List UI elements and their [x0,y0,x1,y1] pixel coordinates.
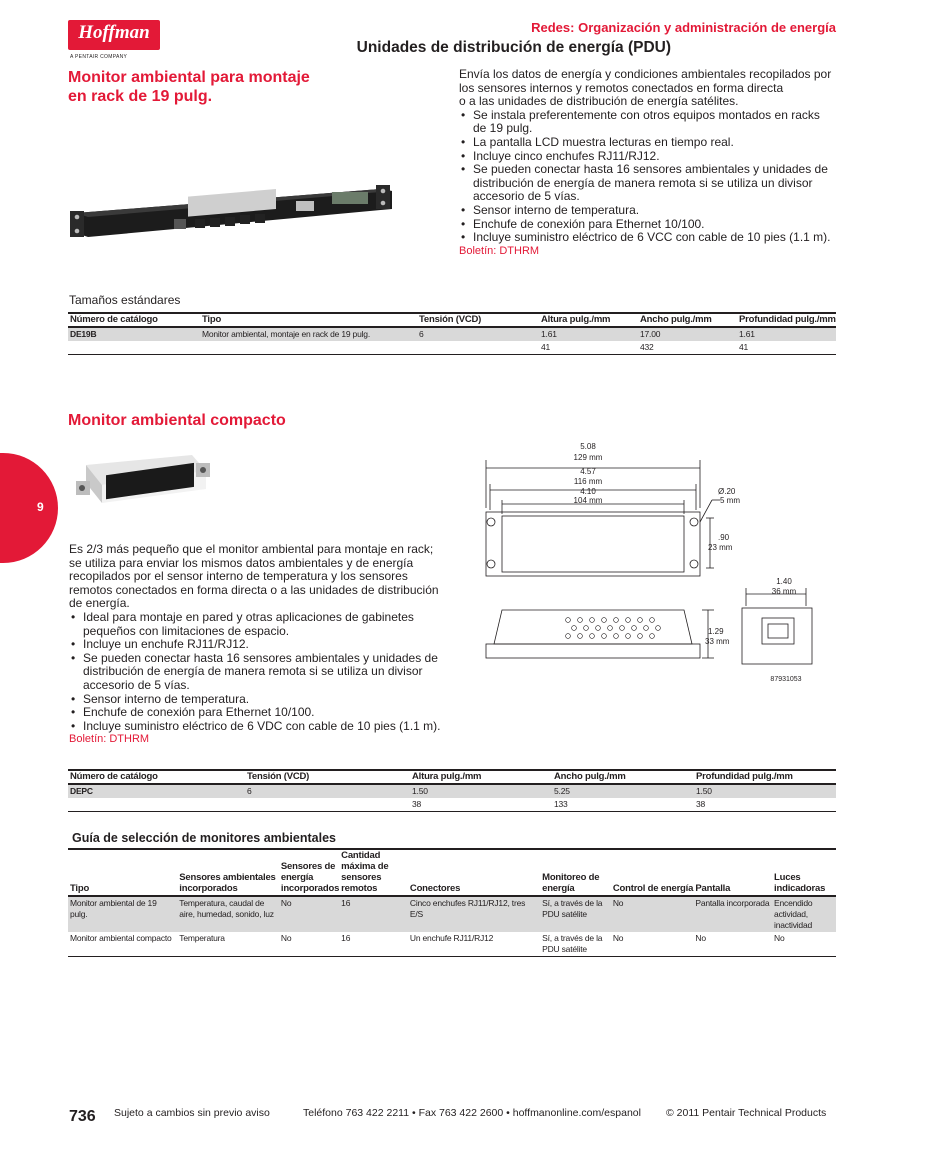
column-header: Conectores [409,883,461,894]
table-cell: 16 [341,898,351,908]
column-header: Tensión (VCD) [419,314,482,325]
table-cell: DEPC [70,786,93,796]
feature-bullet [69,720,459,734]
column-header: Profundidad pulg./mm [696,771,793,782]
dim2-in: 4.57 [580,467,596,476]
table-cell: No [280,933,292,943]
feature-bullet-text: de 19 pulg. [473,121,533,136]
feature-bullet-text: • Ideal para montaje en pared y otras aplicaciones de gabinetes [83,609,414,624]
column-header: Número de catálogo [70,314,158,325]
footer-notice: Sujeto a cambios sin previo aviso [114,1107,270,1119]
column-header: Altura pulg./mm [412,771,482,782]
front-height-mm: 33 mm [705,637,730,646]
table-cell: DE19B [70,329,97,339]
dim2-mm: 116 mm [573,477,603,486]
table-cell: Monitor ambiental, montaje en rack de 19 pulg. [202,329,370,339]
table-cell: 1.50 [696,786,712,796]
rack-intro-line: o a las unidades de distribución de energía satélites. [459,94,739,109]
footer-contact[interactable]: Teléfono 763 422 2211 • Fax 763 422 2600 • hoffmanonline.com/espanol [303,1107,641,1119]
table-cell: No [695,933,706,943]
column-header: Control de energía [612,883,694,894]
column-header: Tipo [70,883,90,894]
table-cell [68,341,200,355]
chapter-number: 9 [37,500,44,514]
rack-intro-line: Envía los datos de energía y condiciones ambientales recopilados por [459,67,832,81]
feature-bullet [69,611,459,638]
table-row [68,784,836,798]
page-number: 736 [69,1108,96,1125]
table-cell [417,341,539,355]
table-cell: Monitor ambiental compacto [70,933,172,943]
compact-intro-line: se utiliza para enviar los mismos datos ambientales y de energía [69,555,414,570]
table-cell: 16 [341,933,351,943]
feature-bullet [459,150,849,164]
feature-bullet-text: • Incluye suministro eléctrico de 6 VCC con cable de 10 pies (1.1 m). [473,230,831,245]
logo-text: Hoffman [78,22,150,43]
feature-bullet [459,204,849,218]
feature-bullet [69,638,459,652]
column-header: Monitoreo de energía [542,872,600,894]
table-cell: 6 [247,786,252,796]
table-row [68,798,836,812]
table-cell: 432 [640,342,654,352]
table-cell: 1.50 [412,786,428,796]
compact-monitor-photo [72,441,212,531]
feature-bullet-text: accesorio de 5 vías. [473,189,580,204]
guide-title: Guía de selección de monitores ambientales [72,831,336,845]
feature-bullet-text: • Enchufe de conexión para Ethernet 10/100. [83,705,315,720]
rack-bulletin[interactable]: Boletín: DTHRM [459,244,540,257]
column-header: Ancho pulg./mm [640,314,712,325]
column-header: Tipo [202,314,222,325]
column-header: Pantalla [695,883,731,894]
feature-bullet-text: distribución de energía de manera remota si se utiliza un divisor [83,664,423,679]
table-cell: No [280,898,292,908]
feature-bullet [69,693,459,707]
table-cell: Un enchufe RJ11/RJ12 [409,933,494,943]
dimension-drawing [470,440,830,690]
feature-bullet [459,218,849,232]
table-row [68,341,836,355]
column-header: Sensores ambientales incorporados [179,872,276,894]
feature-bullet [459,231,849,245]
rack-spec-table [68,312,836,355]
table-cell: 5.25 [554,786,570,796]
table-cell: No [612,898,624,908]
feature-bullet-text: • Sensor interno de temperatura. [83,691,250,706]
table-cell: No [774,933,785,943]
table-row [68,327,836,341]
feature-bullet-text: accesorio de 5 vías. [83,677,190,692]
feature-bullet [459,163,849,204]
feature-bullet-text: distribución de energía de manera remota si se utiliza un divisor [473,175,813,190]
rack-intro-line: los sensores internos y remotos conectados en forma directa [459,80,784,95]
compact-intro-line: recopilados por el sensor interno de temperatura y los sensores [69,569,408,584]
table-cell [245,798,410,812]
dim3-in: 4.10 [580,487,596,496]
table-cell: Cinco enchufes RJ11/RJ12, tres E/S [409,898,526,919]
column-header: Profundidad pulg./mm [739,314,836,325]
table-cell: 41 [541,342,551,352]
hole-in: Ø.20 [718,487,736,496]
logo-subtitle: A PENTAIR COMPANY [70,54,128,60]
compact-intro-line: de energía. [69,596,130,611]
table-cell: Temperatura [179,933,225,943]
dim1-in: 5.08 [580,442,596,451]
column-header: Sensores de energía incorporados [280,861,340,894]
table-cell: 6 [419,329,424,339]
table-cell: Sí, a través de la PDU satélite [542,933,603,954]
feature-bullet-text: • La pantalla LCD muestra lecturas en tiempo real. [473,134,734,149]
rack-monitor-heading: Monitor ambiental para montaje en rack de 19 pulg. [68,69,310,105]
sizes-caption: Tamaños estándares [69,293,181,307]
table-cell: 17.00 [640,329,661,339]
feature-bullet-text: • Se pueden conectar hasta 16 sensores ambientales y unidades de [83,650,438,665]
chapter-tab [0,453,58,563]
table-cell: Sí, a través de la PDU satélite [542,898,603,919]
footer-copyright: © 2011 Pentair Technical Products [666,1107,827,1119]
feature-bullet-text: • Sensor interno de temperatura. [473,202,640,217]
feature-bullet-text: • Se instala preferentemente con otros equipos montados en racks [473,107,820,122]
front-height-in: 1.29 [708,627,724,636]
section-label: Redes: Organización y administración de energía [531,20,836,35]
feature-bullet [69,652,459,693]
feature-bullet [459,109,849,136]
feature-bullet-text: • Se pueden conectar hasta 16 sensores ambientales y unidades de [473,162,828,177]
table-cell: Encendido actividad, inactividad [774,898,813,930]
compact-bulletin[interactable]: Boletín: DTHRM [69,733,150,746]
depth-in: 1.40 [776,577,792,586]
table-cell: Pantalla incorporada [695,898,770,908]
drawing-number: 87931053 [770,676,802,683]
column-header: Ancho pulg./mm [554,771,626,782]
rack-monitor-description [459,68,849,258]
selection-guide-table [68,848,836,957]
compact-intro-line: remotos conectados en forma directa o a las unidades de distribución [69,582,439,597]
table-cell [68,798,245,812]
feature-bullet-text: • Incluye cinco enchufes RJ11/RJ12. [473,148,660,163]
side-height-mm: 23 mm [708,543,733,552]
page-title: Unidades de distribución de energía (PDU) [356,39,671,56]
dim3-mm: 104 mm [573,496,603,505]
compact-monitor-description [69,543,459,747]
column-header: Cantidad máxima de sensores remotos [341,850,389,894]
column-header: Tensión (VCD) [247,771,310,782]
column-header: Luces indicadoras [774,872,826,894]
column-header: Número de catálogo [70,771,158,782]
feature-bullet-text: • Incluye suministro eléctrico de 6 VDC con cable de 10 pies (1.1 m). [83,718,441,733]
table-row [68,932,836,957]
table-cell: No [612,933,624,943]
compact-spec-table [68,769,836,812]
feature-bullet-text: • Incluye un enchufe RJ11/RJ12. [83,637,249,652]
feature-bullet [459,136,849,150]
table-cell: 38 [412,799,422,809]
rack-monitor-photo [70,175,400,255]
table-cell: Temperatura, caudal de aire, humedad, sonido, luz [179,898,274,919]
side-height-in: .90 [718,533,730,542]
table-cell: Monitor ambiental de 19 pulg. [70,898,157,919]
table-cell: 1.61 [739,329,755,339]
column-header: Altura pulg./mm [541,314,611,325]
hole-mm: 5 mm [720,496,740,505]
dim1-mm: 129 mm [573,453,603,462]
feature-bullet-text: pequeños con limitaciones de espacio. [83,623,290,638]
compact-intro-line: Es 2/3 más pequeño que el monitor ambiental para montaje en rack; [69,542,434,556]
compact-monitor-heading: Monitor ambiental compacto [68,412,286,429]
table-cell: 41 [739,342,749,352]
feature-bullet [69,706,459,720]
feature-bullet-text: • Enchufe de conexión para Ethernet 10/100. [473,216,705,231]
table-cell [200,341,417,355]
depth-mm: 36 mm [771,587,797,596]
table-row [68,896,836,932]
table-cell: 1.61 [541,329,557,339]
table-cell: 38 [696,799,706,809]
table-cell: 133 [554,799,568,809]
